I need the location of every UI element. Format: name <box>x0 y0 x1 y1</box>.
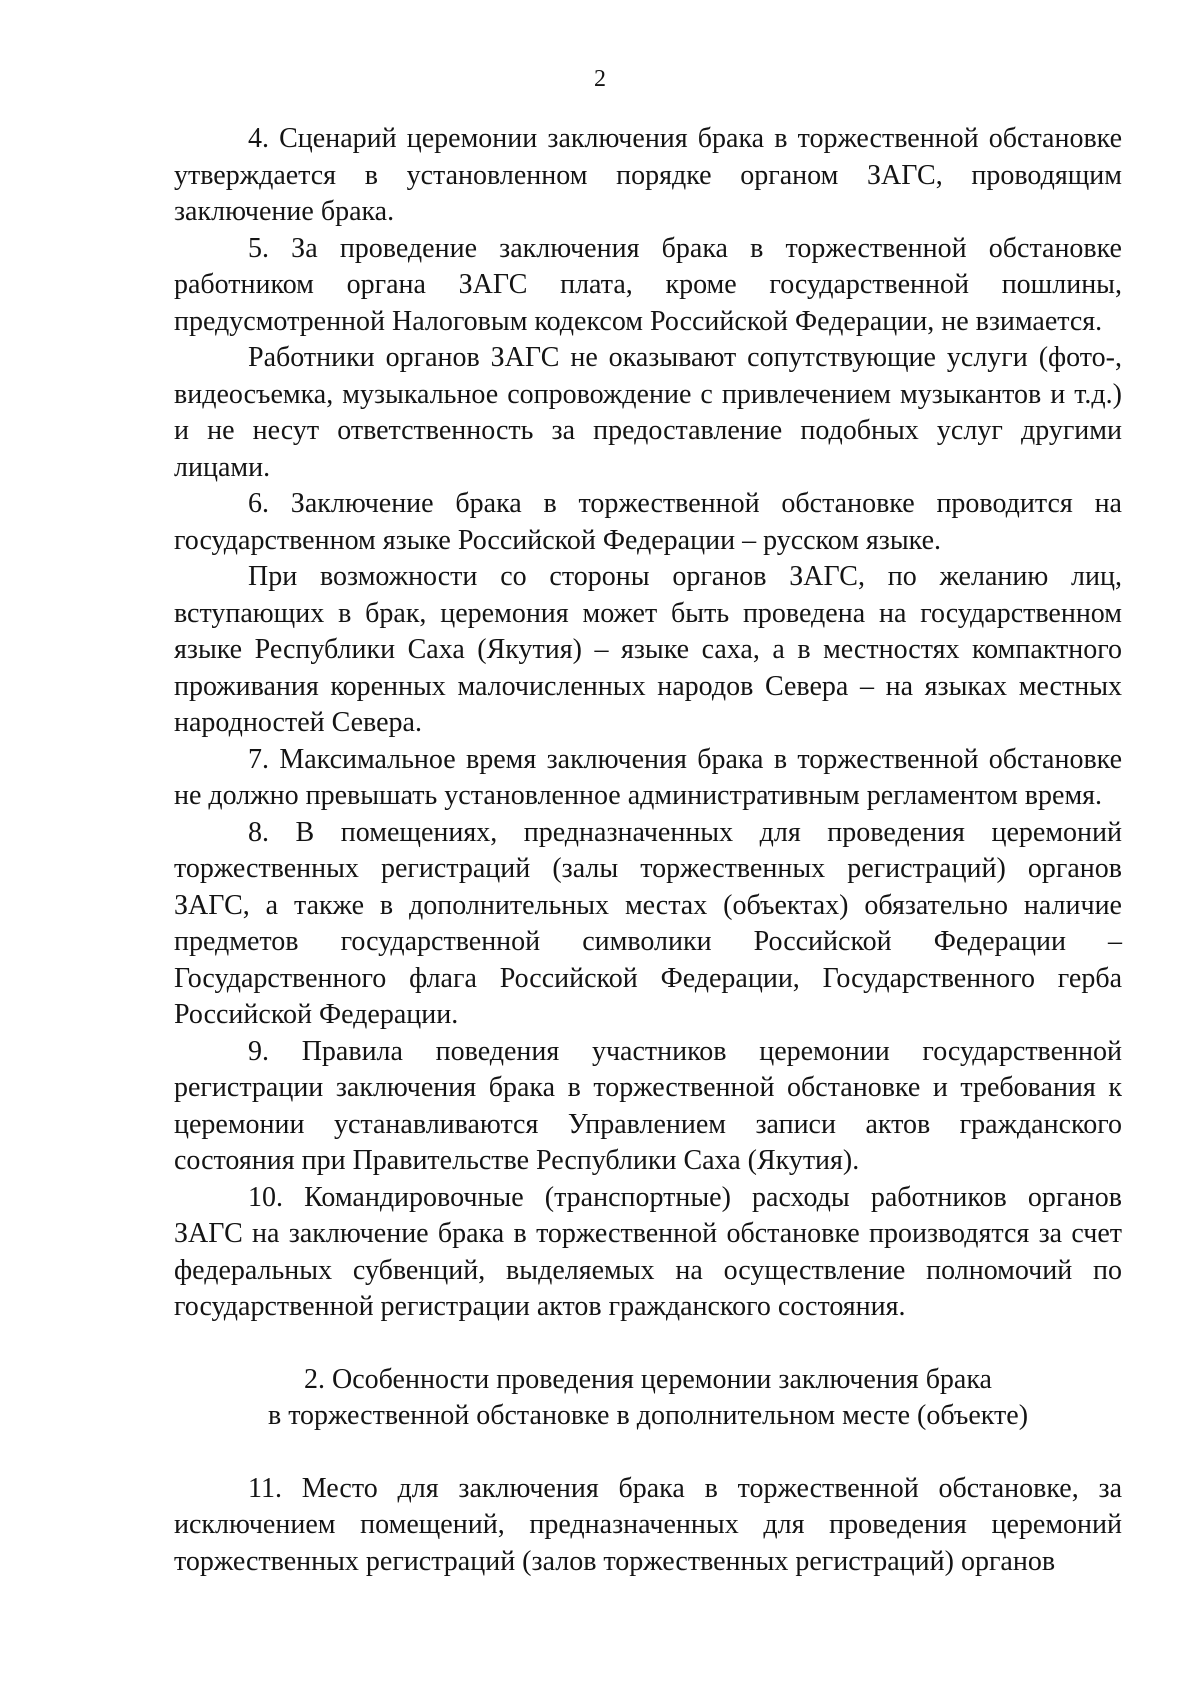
paragraph-8: 8. В помещениях, предназначенных для проведения церемоний торжественных регистраций (залы торжественных регистраций) органов ЗАГС, а также в дополнительных местах (объектах) обязательно наличие предметов государственной символики Российской Федерации – Государственного флага Российской Федерации, Государственного герба Российской Федерации. <box>174 816 1122 1030</box>
paragraph-10: 10. Командировочные (транспортные) расходы работников органов ЗАГС на заключение брака в торжественной обстановке производятся за счет федеральных субвенций, выделяемых на осуществление полномочий по государственной регистрации актов гражданского состояния. <box>174 1181 1122 1322</box>
document-body <box>174 121 1122 1580</box>
paragraph-7: 7. Максимальное время заключения брака в торжественной обстановке не должно превышать установленное административным регламентом время. <box>174 743 1122 811</box>
paragraph-5-note: Работники органов ЗАГС не оказывают сопутствующие услуги (фото-, видеосъемка, музыкальное сопровождение с привлечением музыкантов и т.д.) и не несут ответственность за предоставление подобных услуг другими лицами. <box>174 342 1122 483</box>
paragraph-6-note: При возможности со стороны органов ЗАГС, по желанию лиц, вступающих в брак, церемония может быть проведена на государственном языке Республики Саха (Якутия) – языке саха, а в местностях компактного проживания коренных малочисленных народов Севера – на языках местных народностей Севера. <box>174 561 1122 738</box>
paragraph-5: 5. За проведение заключения брака в торжественной обстановке работником органа ЗАГС плата, кроме государственной пошлины, предусмотренной Налоговым кодексом Российской Федерации, не взимается. <box>174 232 1122 337</box>
page-number: 2 <box>594 66 606 92</box>
paragraph-9: 9. Правила поведения участников церемонии государственной регистрации заключения брака в торжественной обстановке и требования к церемонии устанавливаются Управлением записи актов гражданского состояния при Правительстве Республики Саха (Якутия). <box>174 1035 1122 1176</box>
section-heading <box>174 1326 1122 1471</box>
section-heading-line-2: в торжественной обстановке в дополнительном месте (объекте) <box>267 1400 1029 1431</box>
paragraph-4: 4. Сценарий церемонии заключения брака в торжественной обстановке утверждается в установленном порядке органом ЗАГС, проводящим заключение брака. <box>174 123 1122 227</box>
paragraph-6: 6. Заключение брака в торжественной обстановке проводится на государственном языке Российской Федерации – русском языке. <box>174 488 1122 556</box>
section-heading-line-1: 2. Особенности проведения церемонии заключения брака <box>304 1363 992 1395</box>
paragraph-11: 11. Место для заключения брака в торжественной обстановке, за исключением помещений, предназначенных для проведения церемоний торжественных регистраций (залов торжественных регистраций) органов <box>174 1472 1122 1577</box>
